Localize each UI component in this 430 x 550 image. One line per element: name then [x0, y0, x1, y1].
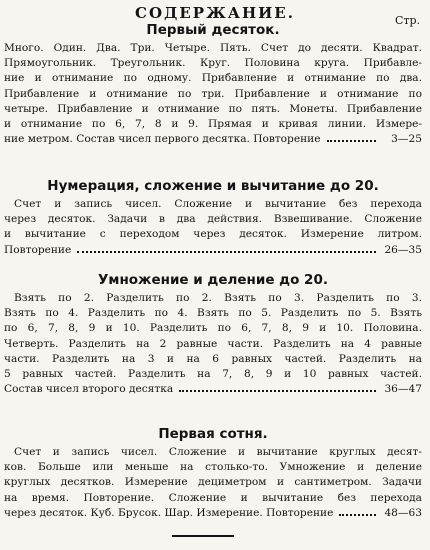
toc-section-first-ten [4, 22, 422, 147]
dot-leader [77, 251, 376, 253]
page-range: 48—63 [384, 506, 422, 519]
body-line: Много. Один. Два. Три. Четыре. Пять. Счет до десяти. Квадрат. [4, 42, 422, 54]
section-body [4, 445, 422, 521]
body-line: Счет и запись чисел. Сложение и вычитание без перехода [14, 198, 422, 210]
toc-entry-last-line [4, 243, 422, 258]
entry-text: ние метром. Состав чисел первого десятка. Повторение [4, 133, 321, 146]
body-line: Взять по 2. Разделить по 2. Взять по 3. Разделить по 3. [14, 292, 422, 304]
body-line: Прямоугольник. Треугольник. Круг. Половина круга. Прибавле- [4, 57, 422, 70]
section-body [4, 41, 422, 147]
dot-leader [339, 514, 376, 516]
dot-leader [327, 140, 376, 142]
dot-leader [179, 390, 376, 392]
body-line: ние и отнимание по одному. Прибавление и отнимание по два. [4, 72, 422, 85]
page-range: 26—35 [384, 243, 422, 256]
body-line: 5 равных частей. Разделить на 7, 8, 9 и 10 равных частей. [4, 368, 422, 381]
entry-text: Повторение [4, 243, 72, 256]
page-range: 3—25 [391, 133, 422, 146]
body-line: и вычитание с переходом через десяток. Измерение литром. [4, 228, 422, 241]
toc-section-multiplication-division [4, 272, 422, 397]
toc-entry-last-line [4, 506, 422, 521]
section-heading: Умножение и деление до 20. [98, 272, 328, 288]
page-range: 36—47 [384, 383, 422, 396]
body-line: через десяток. Задачи в два действия. Взвешивание. Сложение [4, 213, 422, 226]
page-column-label: Стр. [394, 14, 420, 27]
toc-section-numeration-to-20 [4, 178, 422, 258]
entry-text: через десяток. Куб. Брусок. Шар. Измерение. Повторение [4, 506, 334, 519]
body-line: четыре. Прибавление и отнимание по пять. Монеты. Прибавление [4, 102, 422, 115]
toc-section-first-hundred [4, 426, 422, 521]
closing-rule [172, 535, 234, 537]
toc-entry-last-line [4, 132, 422, 147]
body-line: и отнимание по 6, 7, 8 и 9. Прямая и кривая линии. Измере- [4, 118, 422, 131]
toc-entry-last-line [4, 382, 422, 397]
section-heading: Первый десяток. [146, 22, 280, 38]
entry-text: Состав чисел второго десятка [4, 383, 174, 396]
body-line: Взять по 4. Разделить по 4. Взять по 5. Разделить по 5. Взять [4, 307, 422, 320]
body-line: части. Разделить на 3 и на 6 равных частей. Разделить на [4, 352, 422, 365]
page-title: СОДЕРЖАНИЕ. [135, 4, 295, 22]
section-heading: Нумерация, сложение и вычитание до 20. [47, 178, 379, 194]
body-line: Четверть. Разделить на 2 равные части. Разделить на 4 равные [4, 337, 422, 350]
body-line: Счет и запись чисел. Сложение и вычитание круглых десят- [14, 446, 422, 458]
section-body [4, 291, 422, 397]
section-heading: Первая сотня. [158, 426, 268, 442]
body-line: Прибавление и отнимание по три. Прибавление и отнимание по [4, 87, 422, 100]
section-body [4, 197, 422, 258]
body-line: ков. Больше или меньше на столько-то. Умножение и деление [4, 461, 422, 474]
body-line: круглых десятков. Измерение дециметром и сантиметром. Задачи [4, 476, 422, 489]
body-line: по 6, 7, 8, 9 и 10. Разделить по 6, 7, 8, 9 и 10. Половина. [4, 322, 422, 335]
body-line: на время. Повторение. Сложение и вычитание без перехода [4, 491, 422, 504]
